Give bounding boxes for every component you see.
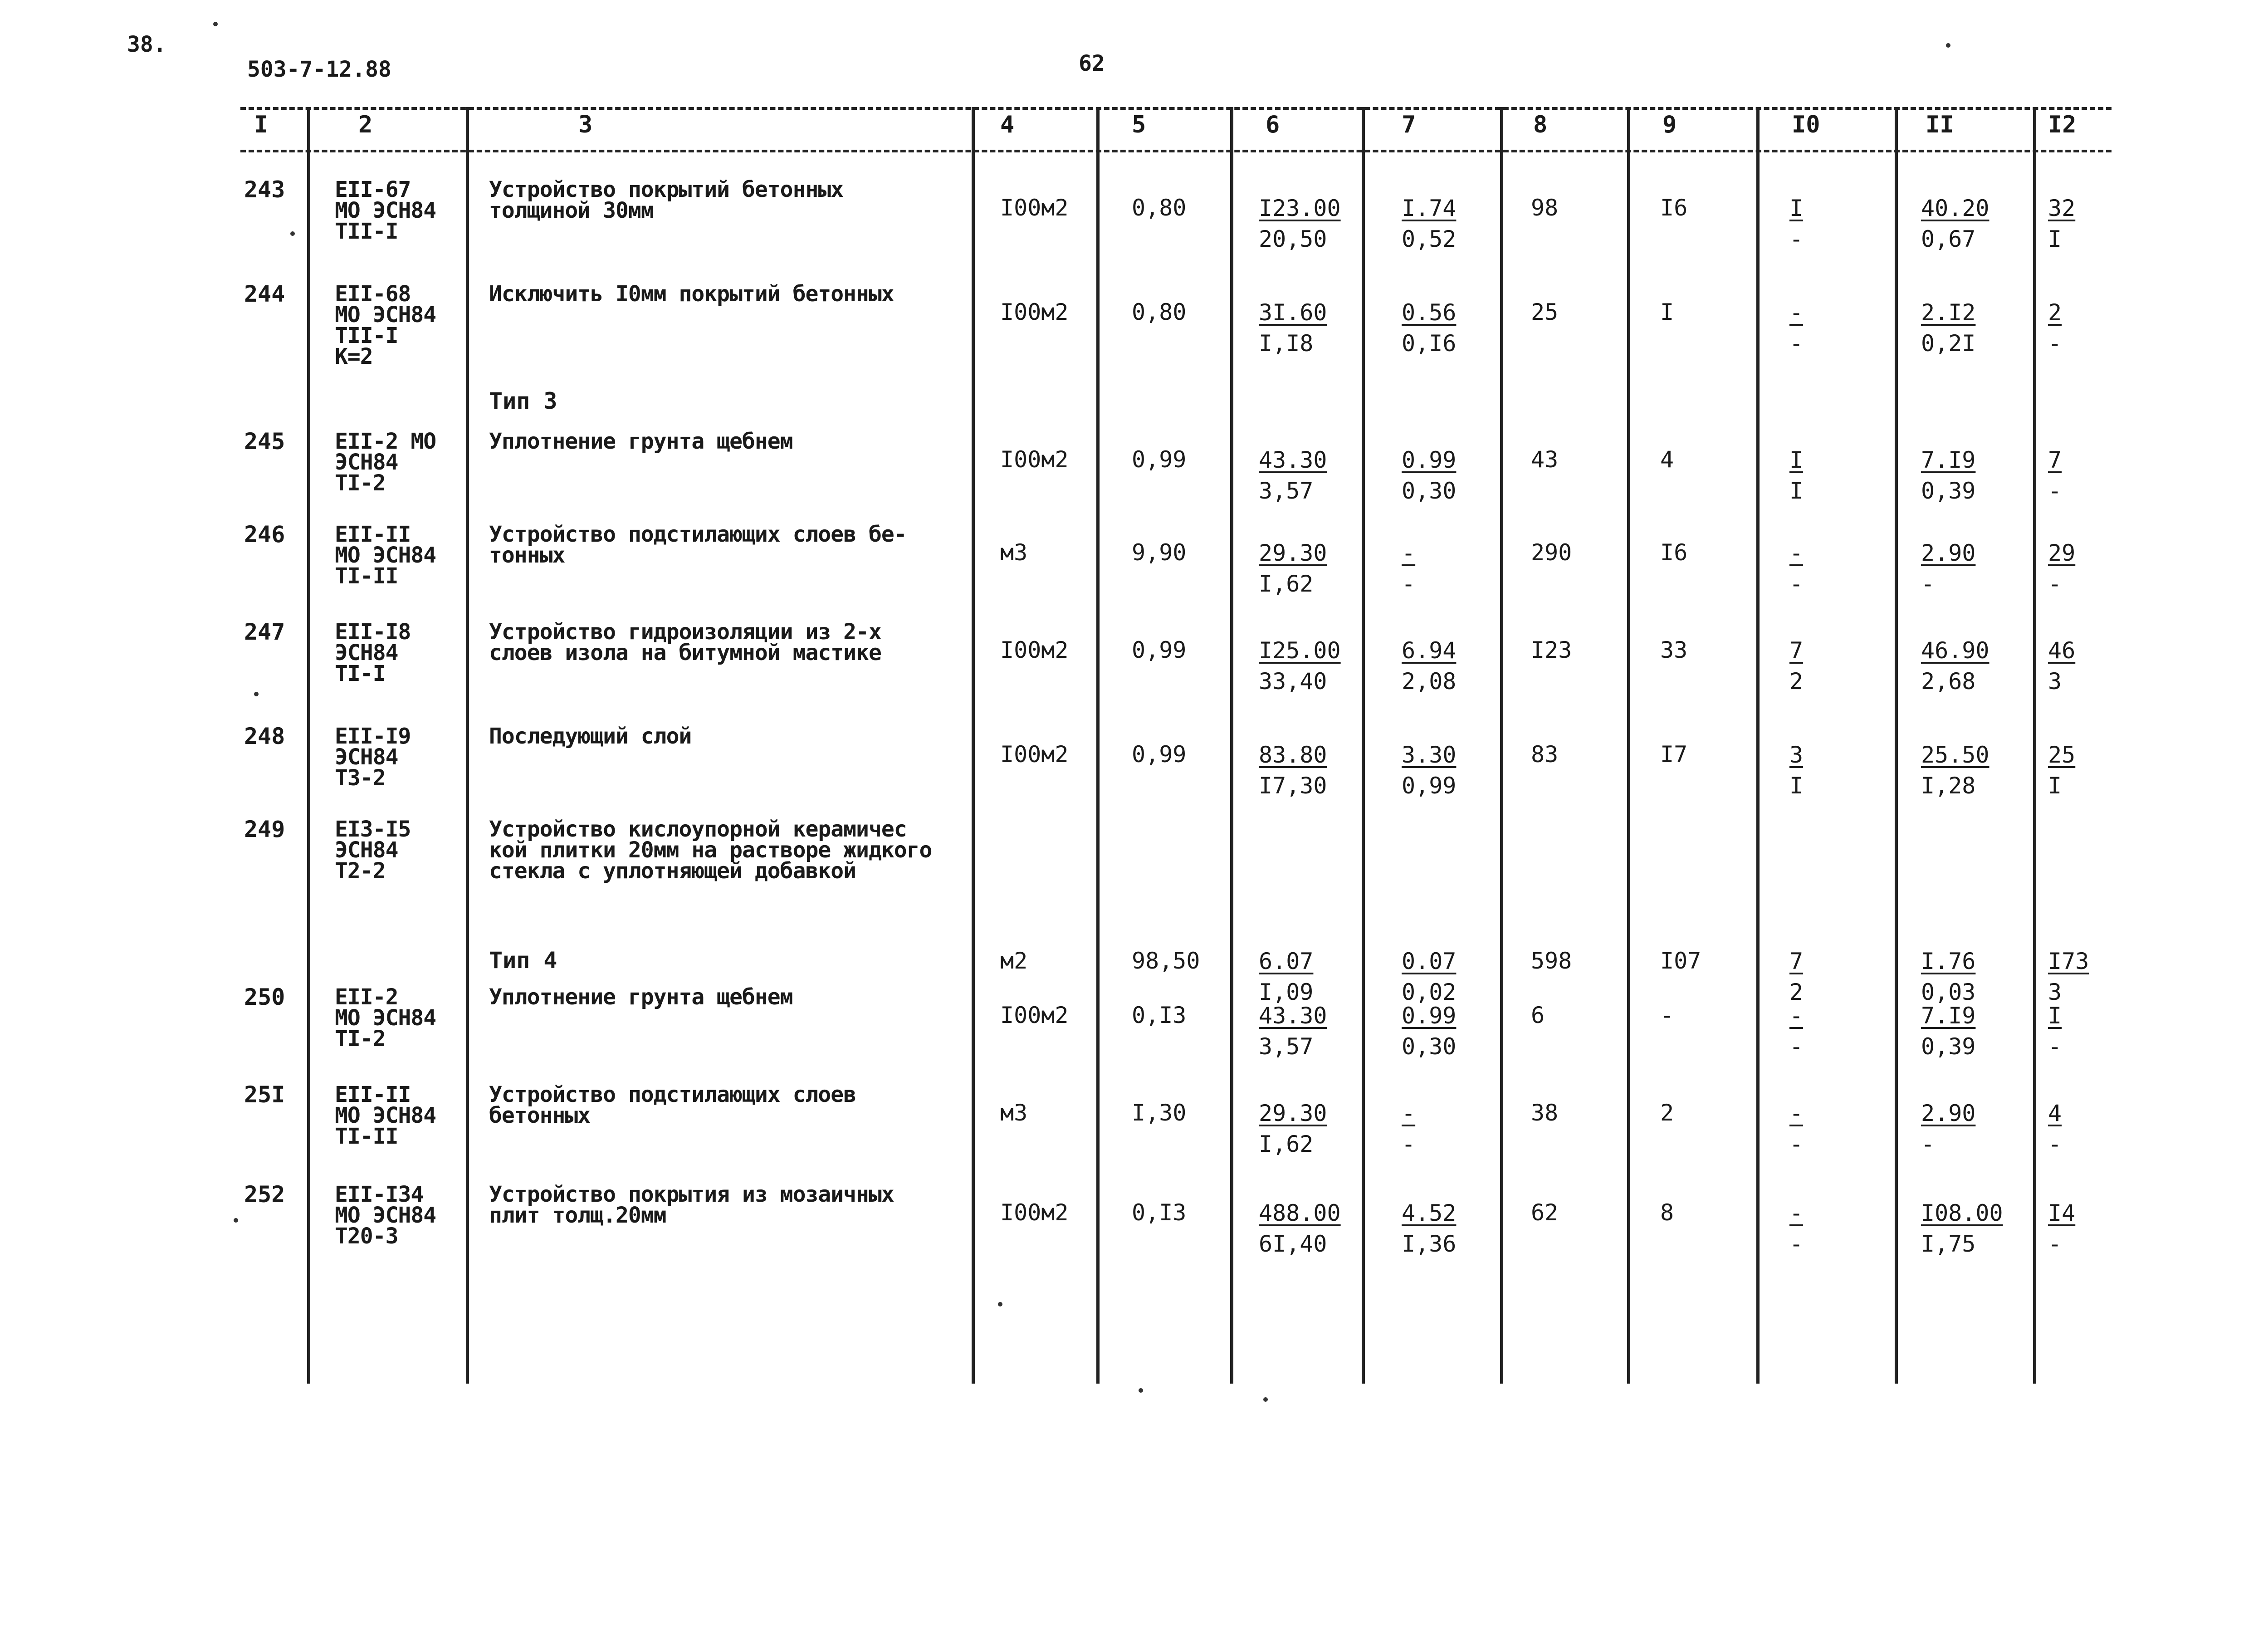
cost-unit-numerator: I23.00: [1259, 195, 1341, 221]
unit: м3: [1000, 539, 1028, 566]
labor-total-numerator: 4: [2048, 1100, 2062, 1126]
machine-cost: [1402, 1000, 1456, 1062]
work-description: Последующий слой: [489, 724, 692, 749]
labor-total-numerator: 7: [2048, 447, 2062, 473]
row-number: 250: [244, 984, 285, 1010]
labor-unit-numerator: I08.00: [1921, 1200, 2003, 1226]
norm-code: EII-II МО ЭСН84 TI-II: [335, 1082, 436, 1149]
labor-total-numerator: 2: [2048, 299, 2062, 326]
wage-total-denominator: -: [1789, 571, 1804, 597]
unit: I00м2: [1000, 446, 1069, 473]
machine-cost: [1402, 538, 1415, 599]
norm-code: EII-II МО ЭСН84 TI-II: [335, 522, 436, 589]
column-header-1: I: [254, 111, 269, 138]
cost-unit: [1259, 1098, 1327, 1160]
total-cost: 62: [1531, 1199, 1559, 1226]
norm-code: EII-2 МО ЭСН84 TI-2: [335, 984, 436, 1052]
total-cost: 6: [1531, 1002, 1545, 1028]
wage-total-numerator: I: [1789, 195, 1804, 221]
column-divider: [1230, 107, 1233, 1384]
wage-total-numerator: -: [1789, 1100, 1804, 1126]
labor-unit-numerator: 25.50: [1921, 742, 1989, 768]
column-header-9: 9: [1662, 111, 1677, 138]
norm-code: EII-I8 ЭСН84 TI-I: [335, 619, 411, 686]
labor-unit-denominator: 0,2I: [1921, 330, 1976, 357]
machine-total: I07: [1660, 948, 1701, 974]
wage-total: [1789, 445, 1803, 506]
wage-total: [1789, 1000, 1803, 1062]
labor-unit-denominator: 2,68: [1921, 668, 1976, 695]
labor-total: [2048, 946, 2089, 1008]
labor-unit: [1921, 297, 1975, 359]
labor-total: [2048, 635, 2075, 697]
machine-total: -: [1660, 1002, 1674, 1028]
machine-cost: [1402, 193, 1456, 254]
quantity: 0,99: [1132, 446, 1187, 473]
row-number: 246: [244, 521, 285, 548]
labor-unit: [1921, 445, 1975, 506]
column-header-7: 7: [1402, 111, 1416, 138]
column-divider: [1500, 107, 1503, 1384]
row-number: 252: [244, 1181, 285, 1208]
column-divider: [466, 107, 469, 1384]
column-header-6: 6: [1266, 111, 1280, 138]
labor-unit-denominator: 0,39: [1921, 1033, 1976, 1060]
machine-cost: [1402, 1198, 1456, 1259]
machine-total: 33: [1660, 637, 1688, 663]
wage-total-numerator: 7: [1789, 948, 1804, 974]
labor-total-denominator: -: [2048, 330, 2062, 357]
wage-total-numerator: 7: [1789, 637, 1804, 664]
cost-unit-denominator: 3,57: [1259, 1033, 1314, 1060]
labor-unit-denominator: -: [1921, 571, 1935, 597]
wage-total-denominator: -: [1789, 226, 1804, 252]
labor-total: [2048, 193, 2075, 254]
machine-cost-denominator: 2,08: [1402, 668, 1457, 695]
labor-unit-numerator: 2.90: [1921, 1100, 1976, 1126]
cost-unit-denominator: 3,57: [1259, 478, 1314, 504]
machine-cost-denominator: -: [1402, 1131, 1416, 1157]
column-header-10: I0: [1792, 111, 1820, 138]
labor-unit-numerator: I.76: [1921, 948, 1976, 974]
labor-total-numerator: I73: [2048, 948, 2089, 974]
labor-unit-denominator: I,75: [1921, 1231, 1976, 1257]
labor-total-numerator: I: [2048, 1003, 2062, 1029]
cost-unit-denominator: I,I8: [1259, 330, 1314, 357]
labor-unit-numerator: 40.20: [1921, 195, 1989, 221]
column-header-2: 2: [358, 111, 373, 138]
cost-unit: [1259, 739, 1327, 801]
cost-unit: [1259, 297, 1327, 359]
machine-cost-denominator: 0,30: [1402, 478, 1457, 504]
document-code: 503-7-12.88: [247, 57, 391, 82]
column-header-5: 5: [1132, 111, 1146, 138]
work-description: Уплотнение грунта щебнем: [489, 984, 793, 1010]
wage-total-denominator: -: [1789, 330, 1804, 357]
labor-total-denominator: -: [2048, 1231, 2062, 1257]
wage-total-denominator: -: [1789, 1231, 1804, 1257]
machine-cost: [1402, 739, 1456, 801]
quantity: 0,80: [1132, 195, 1187, 221]
work-description: Устройство кислоупорной керамичес кой плитки 20мм на растворе жидкого стекла с уплотняющей добавкой: [489, 817, 932, 884]
page-number: 62: [1079, 51, 1105, 76]
cost-unit-denominator: I,09: [1259, 979, 1314, 1005]
machine-cost-denominator: 0,I6: [1402, 330, 1457, 357]
cost-unit-numerator: I25.00: [1259, 637, 1341, 664]
cost-unit-numerator: 43.30: [1259, 447, 1327, 473]
wage-total-denominator: 2: [1789, 979, 1804, 1005]
cost-unit-denominator: 6I,40: [1259, 1231, 1327, 1257]
labor-total: [2048, 297, 2062, 359]
column-header-3: 3: [578, 111, 593, 138]
column-header-12: I2: [2048, 111, 2077, 138]
labor-unit-denominator: 0,67: [1921, 226, 1976, 252]
quantity: 98,50: [1132, 948, 1200, 974]
machine-total: I6: [1660, 195, 1688, 221]
row-number: 244: [244, 281, 285, 307]
machine-cost-denominator: 0,02: [1402, 979, 1457, 1005]
total-cost: 290: [1531, 539, 1572, 566]
wage-total-numerator: -: [1789, 299, 1804, 326]
labor-unit-denominator: I,28: [1921, 773, 1976, 799]
norm-code: EI3-I5 ЭСН84 T2-2: [335, 817, 411, 884]
labor-total-numerator: 32: [2048, 195, 2076, 221]
machine-total: I6: [1660, 539, 1688, 566]
labor-total-denominator: 3: [2048, 979, 2062, 1005]
wage-total-denominator: 2: [1789, 668, 1804, 695]
row-number: 245: [244, 428, 285, 455]
labor-unit: [1921, 1000, 1975, 1062]
labor-unit: [1921, 1098, 1975, 1160]
labor-unit-denominator: 0,03: [1921, 979, 1976, 1005]
wage-total-numerator: -: [1789, 540, 1804, 566]
labor-unit: [1921, 1198, 2003, 1259]
section-label-type4: Тип 4: [489, 947, 557, 974]
column-divider: [1895, 107, 1898, 1384]
column-divider: [1756, 107, 1760, 1384]
work-description: Уплотнение грунта щебнем: [489, 429, 793, 454]
cost-unit-numerator: 29.30: [1259, 540, 1327, 566]
work-description: Устройство подстилающих слоев бе- тонных: [489, 522, 907, 568]
norm-code: EII-67 МО ЭСН84 TII-I: [335, 177, 436, 244]
top-border: [240, 107, 2112, 110]
machine-cost-numerator: -: [1402, 1100, 1416, 1126]
cost-unit-numerator: 6.07: [1259, 948, 1314, 974]
wage-total-denominator: I: [1789, 773, 1804, 799]
cost-unit: [1259, 538, 1327, 599]
machine-cost-numerator: 6.94: [1402, 637, 1457, 664]
labor-unit-numerator: 2.90: [1921, 540, 1976, 566]
wage-total: [1789, 1198, 1803, 1259]
machine-cost: [1402, 445, 1456, 506]
labor-unit-numerator: 7.I9: [1921, 447, 1976, 473]
column-divider: [972, 107, 975, 1384]
cost-unit: [1259, 946, 1313, 1008]
section-label-type3: Тип 3: [489, 388, 557, 414]
unit: I00м2: [1000, 299, 1069, 325]
column-divider: [1362, 107, 1365, 1384]
unit: I00м2: [1000, 1199, 1069, 1226]
machine-cost-denominator: I,36: [1402, 1231, 1457, 1257]
labor-unit-numerator: 2.I2: [1921, 299, 1976, 326]
labor-total-denominator: -: [2048, 571, 2062, 597]
labor-unit-numerator: 7.I9: [1921, 1003, 1976, 1029]
column-divider: [307, 107, 310, 1384]
machine-cost: [1402, 1098, 1415, 1160]
labor-total: [2048, 538, 2075, 599]
total-cost: 98: [1531, 195, 1559, 221]
quantity: I,30: [1132, 1100, 1187, 1126]
row-number: 243: [244, 176, 285, 203]
machine-cost: [1402, 946, 1456, 1008]
quantity: 0,99: [1132, 637, 1187, 663]
row-number: 248: [244, 723, 285, 749]
norm-code: EII-I34 МО ЭСН84 T20-3: [335, 1182, 436, 1249]
machine-total: 4: [1660, 446, 1674, 473]
cost-unit-numerator: 83.80: [1259, 742, 1327, 768]
column-header-4: 4: [1000, 111, 1015, 138]
labor-unit-denominator: -: [1921, 1131, 1935, 1157]
labor-unit: [1921, 193, 1989, 254]
machine-cost-numerator: 4.52: [1402, 1200, 1457, 1226]
labor-total: [2048, 445, 2062, 506]
work-description: Устройство подстилающих слоев бетонных: [489, 1082, 856, 1128]
labor-total-numerator: 25: [2048, 742, 2076, 768]
machine-total: I: [1660, 299, 1674, 325]
machine-cost-denominator: 0,52: [1402, 226, 1457, 252]
total-cost: 83: [1531, 741, 1559, 768]
total-cost: 38: [1531, 1100, 1559, 1126]
labor-total-numerator: I4: [2048, 1200, 2076, 1226]
machine-cost-denominator: 0,99: [1402, 773, 1457, 799]
labor-unit: [1921, 635, 1989, 697]
unit: м3: [1000, 1100, 1028, 1126]
labor-unit: [1921, 538, 1975, 599]
column-header-8: 8: [1533, 111, 1548, 138]
machine-cost-numerator: 0.56: [1402, 299, 1457, 326]
cost-unit-numerator: 488.00: [1259, 1200, 1341, 1226]
machine-cost-numerator: 3.30: [1402, 742, 1457, 768]
unit: I00м2: [1000, 1002, 1069, 1028]
work-description: Устройство покрытий бетонных толщиной 30мм: [489, 177, 844, 223]
cost-unit: [1259, 193, 1341, 254]
column-header-11: II: [1926, 111, 1954, 138]
wage-total: [1789, 538, 1803, 599]
machine-cost-numerator: I.74: [1402, 195, 1457, 221]
unit: I00м2: [1000, 637, 1069, 663]
wage-total-denominator: -: [1789, 1131, 1804, 1157]
labor-unit-numerator: 46.90: [1921, 637, 1989, 664]
machine-cost-denominator: 0,30: [1402, 1033, 1457, 1060]
wage-total: [1789, 193, 1803, 254]
wage-total-numerator: I: [1789, 447, 1804, 473]
labor-total-denominator: -: [2048, 1131, 2062, 1157]
cost-unit: [1259, 635, 1341, 697]
column-divider: [2033, 107, 2036, 1384]
labor-total: [2048, 739, 2075, 801]
cost-unit-denominator: 33,40: [1259, 668, 1327, 695]
labor-total-denominator: -: [2048, 478, 2062, 504]
wage-total: [1789, 739, 1803, 801]
total-cost: 43: [1531, 446, 1559, 473]
cost-unit: [1259, 445, 1327, 506]
sheet-number: 38.: [127, 32, 166, 57]
unit: м2: [1000, 948, 1028, 974]
labor-total-numerator: 46: [2048, 637, 2076, 664]
wage-total: [1789, 635, 1803, 697]
machine-cost-numerator: -: [1402, 540, 1416, 566]
unit: I00м2: [1000, 195, 1069, 221]
machine-cost: [1402, 297, 1456, 359]
machine-cost-numerator: 0.07: [1402, 948, 1457, 974]
work-description: Устройство покрытия из мозаичных плит толщ.20мм: [489, 1182, 894, 1228]
labor-total-denominator: -: [2048, 1033, 2062, 1060]
labor-total-denominator: 3: [2048, 668, 2062, 695]
unit: I00м2: [1000, 741, 1069, 768]
wage-total: [1789, 1098, 1803, 1160]
labor-total-denominator: I: [2048, 773, 2062, 799]
cost-unit-numerator: 3I.60: [1259, 299, 1327, 326]
labor-total: [2048, 1000, 2062, 1062]
machine-cost: [1402, 635, 1456, 697]
labor-unit-denominator: 0,39: [1921, 478, 1976, 504]
cost-unit: [1259, 1000, 1327, 1062]
machine-total: 8: [1660, 1199, 1674, 1226]
labor-total: [2048, 1198, 2075, 1259]
norm-code: EII-I9 ЭСН84 T3-2: [335, 724, 411, 791]
machine-total: 2: [1660, 1100, 1674, 1126]
machine-cost-numerator: 0.99: [1402, 1003, 1457, 1029]
quantity: 0,I3: [1132, 1199, 1187, 1226]
total-cost: I23: [1531, 637, 1572, 663]
cost-unit-denominator: I,62: [1259, 571, 1314, 597]
total-cost: 598: [1531, 948, 1572, 974]
machine-cost-denominator: -: [1402, 571, 1416, 597]
cost-unit: [1259, 1198, 1341, 1259]
wage-total-numerator: -: [1789, 1003, 1804, 1029]
labor-total-denominator: I: [2048, 226, 2062, 252]
header-bottom-border: [240, 150, 2112, 152]
cost-unit-denominator: I7,30: [1259, 773, 1327, 799]
column-divider: [1627, 107, 1630, 1384]
norm-code: EII-68 МО ЭСН84 TII-I K=2: [335, 281, 436, 369]
total-cost: 25: [1531, 299, 1559, 325]
row-number: 25I: [244, 1081, 285, 1108]
norm-code: EII-2 МО ЭСН84 TI-2: [335, 429, 436, 496]
machine-total: I7: [1660, 741, 1688, 768]
quantity: 0,I3: [1132, 1002, 1187, 1028]
wage-total-denominator: -: [1789, 1033, 1804, 1060]
row-number: 249: [244, 816, 285, 842]
wage-total-numerator: 3: [1789, 742, 1804, 768]
quantity: 0,80: [1132, 299, 1187, 325]
quantity: 9,90: [1132, 539, 1187, 566]
wage-total: [1789, 946, 1803, 1008]
quantity: 0,99: [1132, 741, 1187, 768]
labor-total-numerator: 29: [2048, 540, 2076, 566]
cost-unit-denominator: I,62: [1259, 1131, 1314, 1157]
cost-unit-denominator: 20,50: [1259, 226, 1327, 252]
column-divider: [1096, 107, 1100, 1384]
wage-total-denominator: I: [1789, 478, 1804, 504]
cost-unit-numerator: 43.30: [1259, 1003, 1327, 1029]
wage-total: [1789, 297, 1803, 359]
machine-cost-numerator: 0.99: [1402, 447, 1457, 473]
work-description: Устройство гидроизоляции из 2-х слоев изола на битумной мастике: [489, 619, 881, 665]
cost-unit-numerator: 29.30: [1259, 1100, 1327, 1126]
labor-total: [2048, 1098, 2062, 1160]
labor-unit: [1921, 946, 1975, 1008]
work-description: Исключить I0мм покрытий бетонных: [489, 281, 894, 307]
row-number: 247: [244, 619, 285, 645]
labor-unit: [1921, 739, 1989, 801]
wage-total-numerator: -: [1789, 1200, 1804, 1226]
